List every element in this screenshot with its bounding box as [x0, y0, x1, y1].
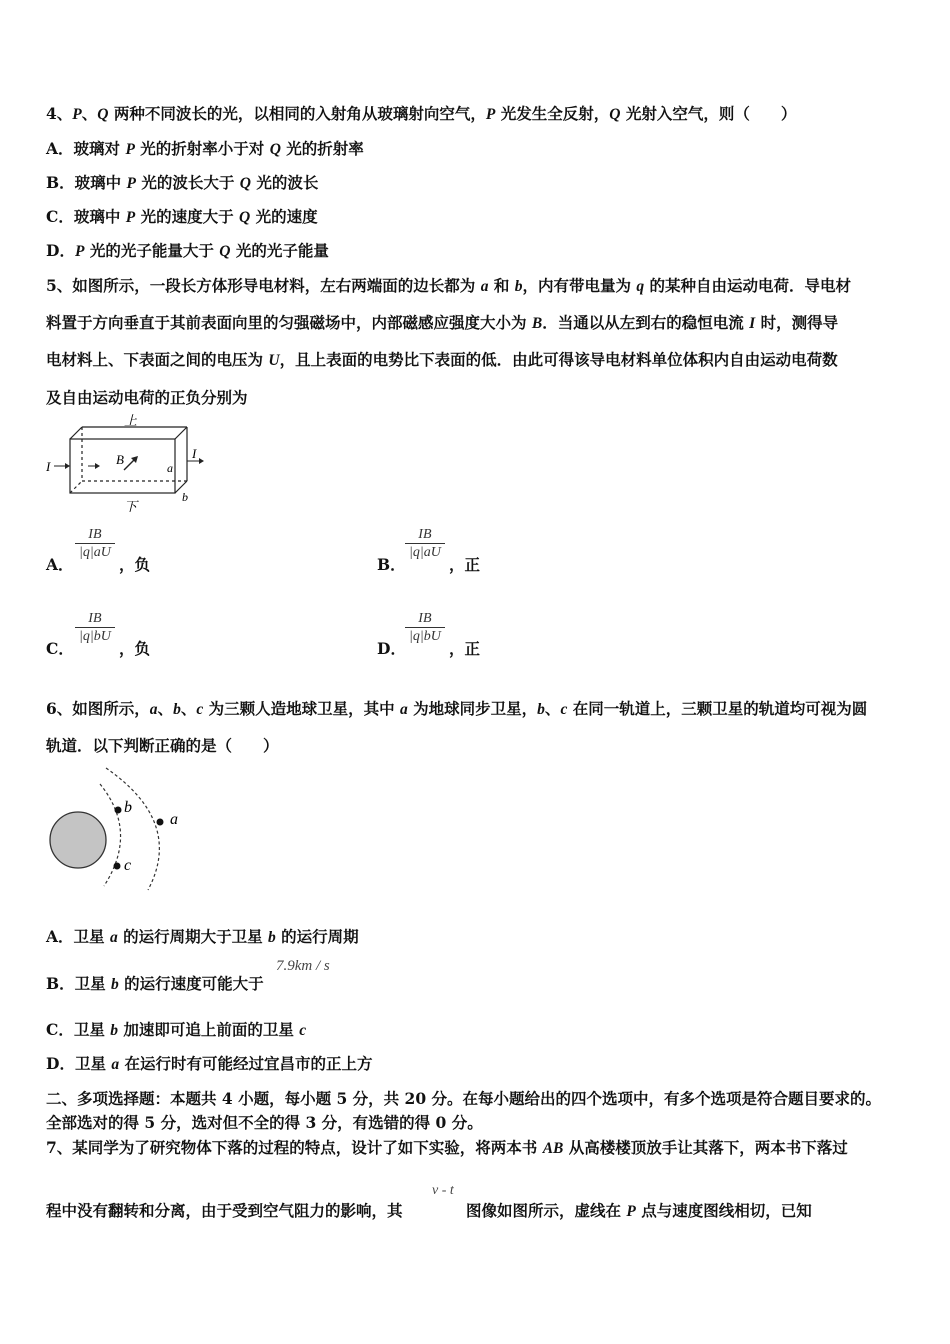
label-top: 上: [124, 414, 138, 428]
block-top-left-edge: [70, 427, 82, 439]
inner-arrowhead: [95, 463, 100, 469]
q5-option-d-label: D．: [377, 639, 406, 658]
q6-option-b: B．卫星 b 的运行速度可能大于: [46, 974, 264, 993]
q6-orbit-figure: [44, 764, 204, 894]
q6-option-d: D．卫星 a 在运行时有可能经过宜昌市的正上方: [46, 1054, 373, 1073]
q6-stem-line1: 6、如图所示，a、b、c 为三颗人造地球卫星，其中 a 为地球同步卫星，b、c 在同一轨道上，三颗卫星的轨道均可视为圆: [46, 699, 868, 718]
block-hidden-diagonal: [70, 481, 82, 493]
label-current-left: I: [46, 459, 51, 474]
q4-option-b: B．玻璃中 P 光的波长大于 Q 光的波长: [46, 173, 319, 192]
q4-stem: 4、P、Q 两种不同波长的光，以相同的入射角从玻璃射向空气，P 光发生全反射，Q 光射入空气，则（ ）: [46, 104, 797, 123]
q5-stem-line2: 料置于方向垂直于其前表面向里的匀强磁场中，内部磁感应强度大小为 B．当通以从左到右的稳恒电流 I 时，测得导: [46, 313, 839, 332]
q5-stem-line3: 电材料上、下表面之间的电压为 U，且上表面的电势比下表面的低．由此可得该导电材料单位体积内自由运动电荷数: [46, 350, 838, 369]
satellite-b-dot: [115, 807, 122, 814]
label-field-b: B: [116, 452, 124, 467]
q4-option-d: D．P 光的光子能量大于 Q 光的光子能量: [46, 241, 329, 260]
q7-stem-line2-prefix: 程中没有翻转和分离，由于受到空气阻力的影响，其: [46, 1201, 403, 1220]
label-c: c: [124, 857, 132, 874]
label-b: b: [124, 799, 132, 816]
q5-option-b-fraction: $\frac{IB}{|q|aU}$: [405, 527, 445, 561]
section2-heading-line2: 全部选对的得 5 分，选对但不全的得 3 分，有选错的得 0 分。: [46, 1113, 483, 1132]
label-b: b: [182, 490, 188, 504]
q6-option-a: A．卫星 a 的运行周期大于卫星 b 的运行周期: [46, 927, 359, 946]
q4-option-a: A．玻璃对 P 光的折射率小于对 Q 光的折射率: [46, 139, 364, 158]
q5-option-a-fraction: $\frac{IB}{|q|aU}$: [75, 527, 115, 561]
q5-option-c-sign: ，负: [119, 639, 151, 658]
section2-heading-line1: 二、多项选择题：本题共 4 小题，每小题 5 分，共 20 分。在每小题给出的四个选项中，有多个选项是符合题目要求的。: [46, 1089, 882, 1108]
label-current-right: I: [192, 446, 197, 461]
q5-stem-line4: 及自由运动电荷的正负分别为: [46, 388, 248, 407]
q5-option-a-label: A．: [46, 555, 74, 574]
q5-option-b-sign: ，正: [449, 555, 481, 574]
q6-stem-line2: 轨道．以下判断正确的是（ ）: [46, 736, 279, 755]
q5-option-b-label: B．: [377, 555, 406, 574]
q5-stem-line1: 5、如图所示，一段长方体形导电材料，左右两端面的边长都为 a 和 b，内有带电量为 q 的某种自由运动电荷．导电材: [46, 276, 852, 295]
label-bottom: 下: [124, 499, 138, 514]
label-a: a: [167, 461, 173, 475]
current-in-arrowhead: [65, 463, 70, 469]
q5-option-d-sign: ，正: [449, 639, 481, 658]
current-out-arrowhead: [199, 458, 204, 464]
q5-option-c-label: C．: [46, 639, 74, 658]
q7-stem-line1: 7、某同学为了研究物体下落的过程的特点，设计了如下实验，将两本书 AB 从高楼楼顶放手让其落下，两本书下落过: [46, 1138, 848, 1157]
q5-option-d-fraction: $\frac{IB}{|q|bU}$: [405, 611, 445, 645]
q5-conductor-figure: [44, 414, 214, 514]
orbit-a-arc: [106, 768, 159, 890]
earth-circle: [50, 812, 106, 868]
q6-option-c: C．卫星 b 加速即可追上前面的卫星 c: [46, 1020, 307, 1039]
satellite-a-dot: [157, 819, 164, 826]
q5-option-a-sign: ，负: [119, 555, 151, 574]
q4-option-c: C．玻璃中 P 光的速度大于 Q 光的速度: [46, 207, 318, 226]
satellite-c-dot: [114, 863, 121, 870]
q6-option-b-speed: 7.9km / s: [276, 958, 330, 974]
q7-vt-symbol: v - t: [432, 1183, 454, 1198]
q5-option-c-fraction: $\frac{IB}{|q|bU}$: [75, 611, 115, 645]
q7-stem-line2-suffix: 图像如图所示，虚线在 P 点与速度图线相切，已知: [466, 1201, 812, 1220]
label-a: a: [170, 811, 178, 828]
block-top-right-edge: [175, 427, 187, 439]
